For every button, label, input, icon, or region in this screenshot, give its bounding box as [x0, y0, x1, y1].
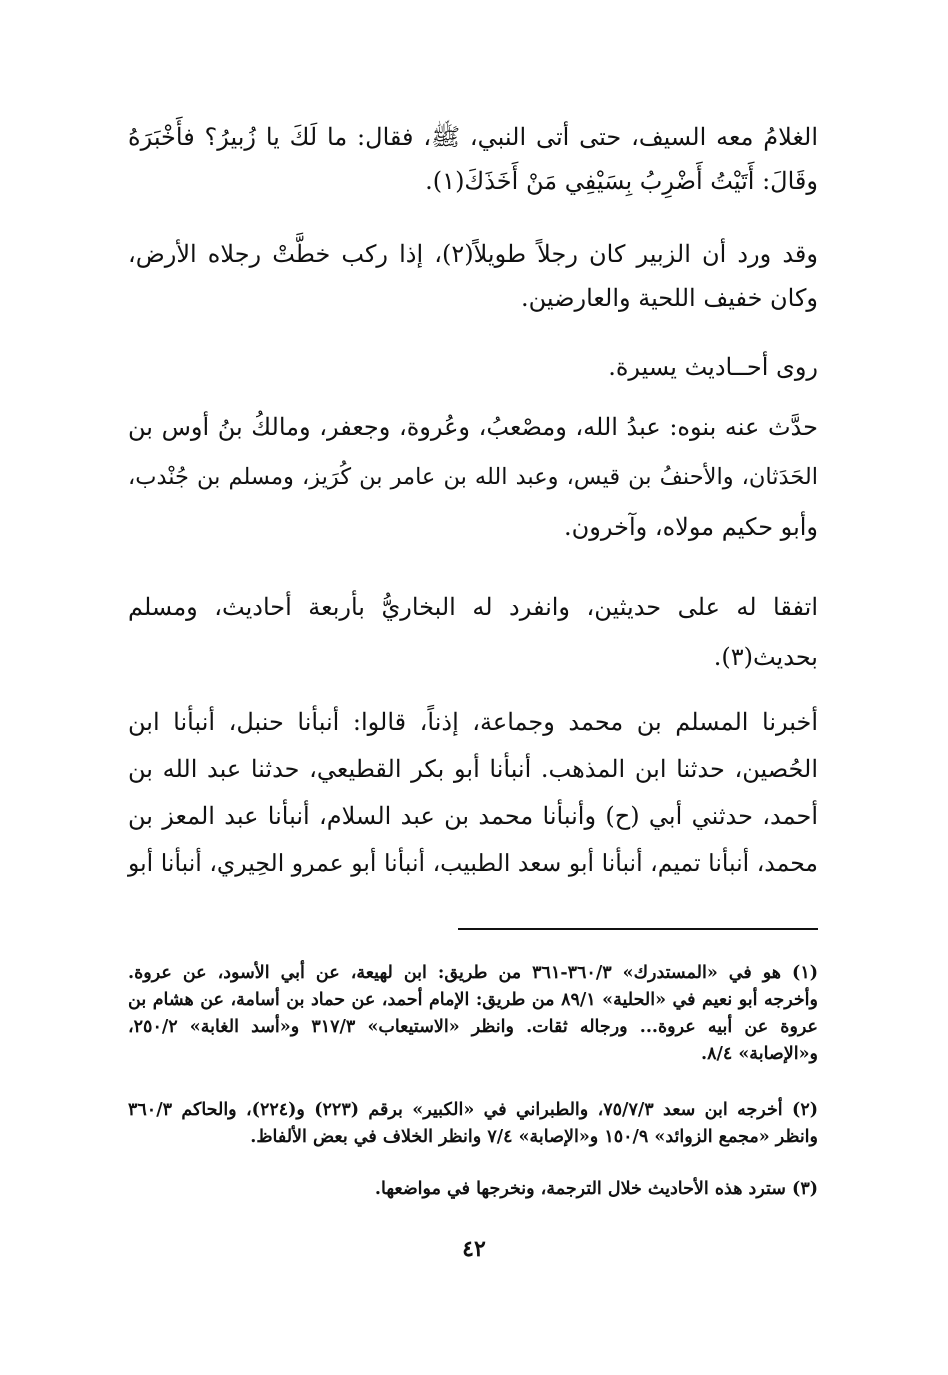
paragraph-1: [128, 115, 818, 203]
text-line: الحَدَثان، والأحنفُ بن قيس، وعبد الله بن عامر بن كُرَيز، ومسلم بن جُنْدب،: [128, 464, 818, 490]
text-line: وكان خفيف اللحية والعارضين.: [521, 284, 818, 312]
text-line: وقَالَ: أَتَيْتُ أَضْرِبُ بِسَيْفِي مَنْ أَخَذَكَ(١).: [425, 167, 818, 195]
footnote-3: [128, 1176, 818, 1203]
text-line: وأبو حكيم مولاه، وآخرون.: [564, 513, 818, 541]
footnote-line: وأخرجه أبو نعيم في «الحلية» ٨٩/١ من طريق: الإمام أحمد، عن حماد بن أسامة، عن هشام بن: [128, 990, 818, 1010]
text-line: محمد، أنبأنا تميم، أنبأنا أبو سعد الطبيب، أنبأنا أبو عمرو الحِيري، أنبأنا أبو: [128, 849, 818, 877]
text-line: الغلامُ معه السيف، حتى أتى النبي، ﷺ، فقال: ما لَكَ يا زُبيرُ؟ فأَخْبَرَهُ: [128, 123, 818, 151]
page-number: ٤٢: [462, 1236, 486, 1262]
footnote-line: (٢) أخرجه ابن سعد ٧٥/٧/٣، والطبراني في «الكبير» برقم (٢٢٣) و(٢٢٤)، والحاكم ٣٦٠/٣: [128, 1100, 818, 1120]
paragraph-2: [128, 232, 818, 320]
paragraph-5: [128, 585, 818, 679]
text-line: روى أحــاديث يسيرة.: [608, 353, 818, 381]
footnote-line: (١) هو في «المستدرك» ٣٦٠/٣-٣٦١ من طريق: ابن لهيعة، عن أبي الأسود، عن عروة.: [128, 963, 818, 983]
text-line: أخبرنا المسلم بن محمد وجماعة، إذناً، قالوا: أنبأنا حنبل، أنبأنا ابن: [128, 708, 818, 736]
text-line: وقد ورد أن الزبير كان رجلاً طويلاً(٢)، إذا ركب خطَّتْ رجلاه الأرض،: [128, 240, 818, 268]
footnote-line: (٣) سترد هذه الأحاديث خلال الترجمة، ونخرجها في مواضعها.: [374, 1179, 818, 1199]
footnote-line: عروة عن أبيه عروة... ورجاله ثقات. وانظر «الاستيعاب» ٣١٧/٣ و«أسد الغابة» ٢٥٠/٢،: [128, 1017, 818, 1037]
footnote-line: و«الإصابة» ٨/٤.: [700, 1044, 818, 1064]
paragraph-4: [128, 405, 818, 549]
footnote-1: [128, 960, 818, 1068]
footnote-line: وانظر «مجمع الزوائد» ١٥٠/٩ و«الإصابة» ٧/٤ وانظر الخلاف في بعض الألفاظ.: [250, 1127, 818, 1147]
text-line: بحديث(٣).: [713, 643, 818, 671]
text-line: أحمد، حدثني أبي (ح) وأنبأنا محمد بن عبد السلام، أنبأنا عبد المعز بن: [128, 802, 818, 830]
text-line: الحُصين، حدثنا ابن المذهب. أنبأنا أبو بكر القطيعي، حدثنا عبد الله بن: [128, 755, 818, 783]
footnote-separator: [458, 928, 818, 930]
footnote-2: [128, 1097, 818, 1151]
paragraph-6: [128, 700, 818, 885]
text-line: حدَّث عنه بنوه: عبدُ الله، ومصْعبُ، وعُروة، وجعفر، ومالكُ بنُ أوس بن: [128, 413, 818, 441]
paragraph-3: [128, 345, 818, 389]
text-line: اتفقا له على حديثين، وانفرد له البخاريُّ بأربعة أحاديث، ومسلم: [128, 593, 818, 621]
